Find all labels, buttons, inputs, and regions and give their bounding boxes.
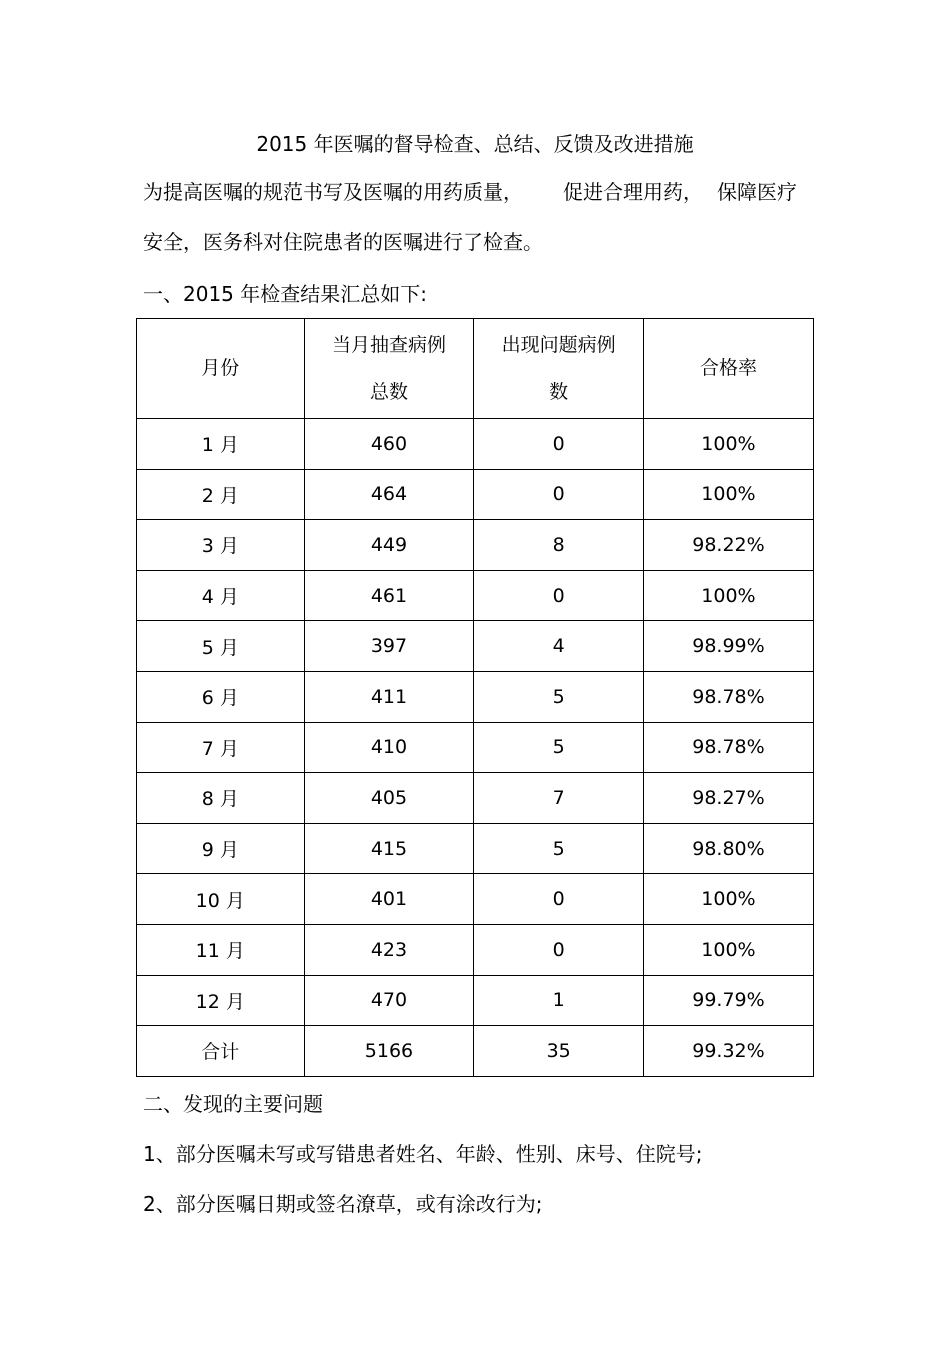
cell-total: 461	[304, 570, 474, 621]
header-issues-line2: 数	[549, 380, 569, 403]
cell-total: 411	[304, 671, 474, 722]
cell-rate: 100%	[643, 570, 813, 621]
intro-paragraph-line2: 安全，医务科对住院患者的医嘱进行了检查。	[143, 230, 543, 254]
header-issues-line1: 出现问题病例	[501, 333, 616, 356]
cell-month: 5 月	[137, 621, 305, 672]
section1-heading: 一、2015 年检查结果汇总如下:	[143, 282, 427, 306]
cell-month: 11 月	[137, 924, 305, 975]
summary-label: 合计	[137, 1026, 305, 1077]
cell-rate: 98.78%	[643, 722, 813, 773]
cell-month: 3 月	[137, 520, 305, 571]
header-total-line2: 总数	[369, 380, 408, 403]
table-row	[137, 419, 814, 470]
cell-total: 410	[304, 722, 474, 773]
cell-rate: 98.22%	[643, 520, 813, 571]
table-row	[137, 621, 814, 672]
table-row	[137, 773, 814, 824]
cell-total: 405	[304, 773, 474, 824]
section2-heading: 二、发现的主要问题	[143, 1092, 323, 1116]
table-row	[137, 570, 814, 621]
intro-text-part1: 为提高医嘱的规范书写及医嘱的用药质量，	[143, 180, 523, 204]
cell-month: 12 月	[137, 975, 305, 1026]
summary-rate: 99.32%	[643, 1026, 813, 1077]
table-row	[137, 671, 814, 722]
table-header-row	[137, 319, 814, 419]
header-issues	[474, 319, 644, 419]
cell-month: 1 月	[137, 419, 305, 470]
cell-month: 2 月	[137, 469, 305, 520]
intro-paragraph-line1	[143, 177, 823, 207]
table-row	[137, 874, 814, 925]
cell-issues: 0	[474, 874, 644, 925]
header-total	[304, 319, 474, 419]
intro-text-part3: 保障医疗	[717, 180, 797, 204]
cell-issues: 0	[474, 924, 644, 975]
cell-issues: 8	[474, 520, 644, 571]
problem-item: 2、部分医嘱日期或签名潦草，或有涂改行为;	[143, 1192, 543, 1216]
table-row	[137, 975, 814, 1026]
header-month: 月份	[137, 319, 305, 419]
cell-total: 470	[304, 975, 474, 1026]
results-table	[136, 318, 814, 1077]
cell-rate: 99.79%	[643, 975, 813, 1026]
cell-month: 8 月	[137, 773, 305, 824]
cell-rate: 98.27%	[643, 773, 813, 824]
cell-total: 423	[304, 924, 474, 975]
summary-total: 5166	[304, 1026, 474, 1077]
cell-issues: 0	[474, 570, 644, 621]
cell-total: 460	[304, 419, 474, 470]
intro-text-part2: 促进合理用药，	[563, 180, 703, 204]
cell-rate: 100%	[643, 874, 813, 925]
cell-total: 415	[304, 823, 474, 874]
cell-issues: 7	[474, 773, 644, 824]
problem-item: 1、部分医嘱未写或写错患者姓名、年龄、性别、床号、住院号;	[143, 1142, 703, 1166]
table-row	[137, 520, 814, 571]
cell-issues: 0	[474, 419, 644, 470]
summary-issues: 35	[474, 1026, 644, 1077]
cell-issues: 5	[474, 722, 644, 773]
cell-rate: 100%	[643, 924, 813, 975]
cell-rate: 98.80%	[643, 823, 813, 874]
cell-issues: 5	[474, 823, 644, 874]
cell-month: 4 月	[137, 570, 305, 621]
page-title: 2015 年医嘱的督导检查、总结、反馈及改进措施	[256, 132, 694, 156]
cell-rate: 100%	[643, 469, 813, 520]
cell-total: 401	[304, 874, 474, 925]
cell-total: 397	[304, 621, 474, 672]
cell-month: 10 月	[137, 874, 305, 925]
cell-total: 449	[304, 520, 474, 571]
cell-rate: 100%	[643, 419, 813, 470]
cell-month: 7 月	[137, 722, 305, 773]
cell-rate: 98.78%	[643, 671, 813, 722]
cell-issues: 5	[474, 671, 644, 722]
header-total-line1: 当月抽查病例	[331, 333, 446, 356]
table-row	[137, 924, 814, 975]
table-row	[137, 469, 814, 520]
cell-issues: 4	[474, 621, 644, 672]
table-row	[137, 722, 814, 773]
cell-issues: 0	[474, 469, 644, 520]
cell-month: 6 月	[137, 671, 305, 722]
table-row	[137, 823, 814, 874]
cell-issues: 1	[474, 975, 644, 1026]
cell-total: 464	[304, 469, 474, 520]
table-summary-row	[137, 1026, 814, 1077]
cell-month: 9 月	[137, 823, 305, 874]
header-rate: 合格率	[643, 319, 813, 419]
cell-rate: 98.99%	[643, 621, 813, 672]
